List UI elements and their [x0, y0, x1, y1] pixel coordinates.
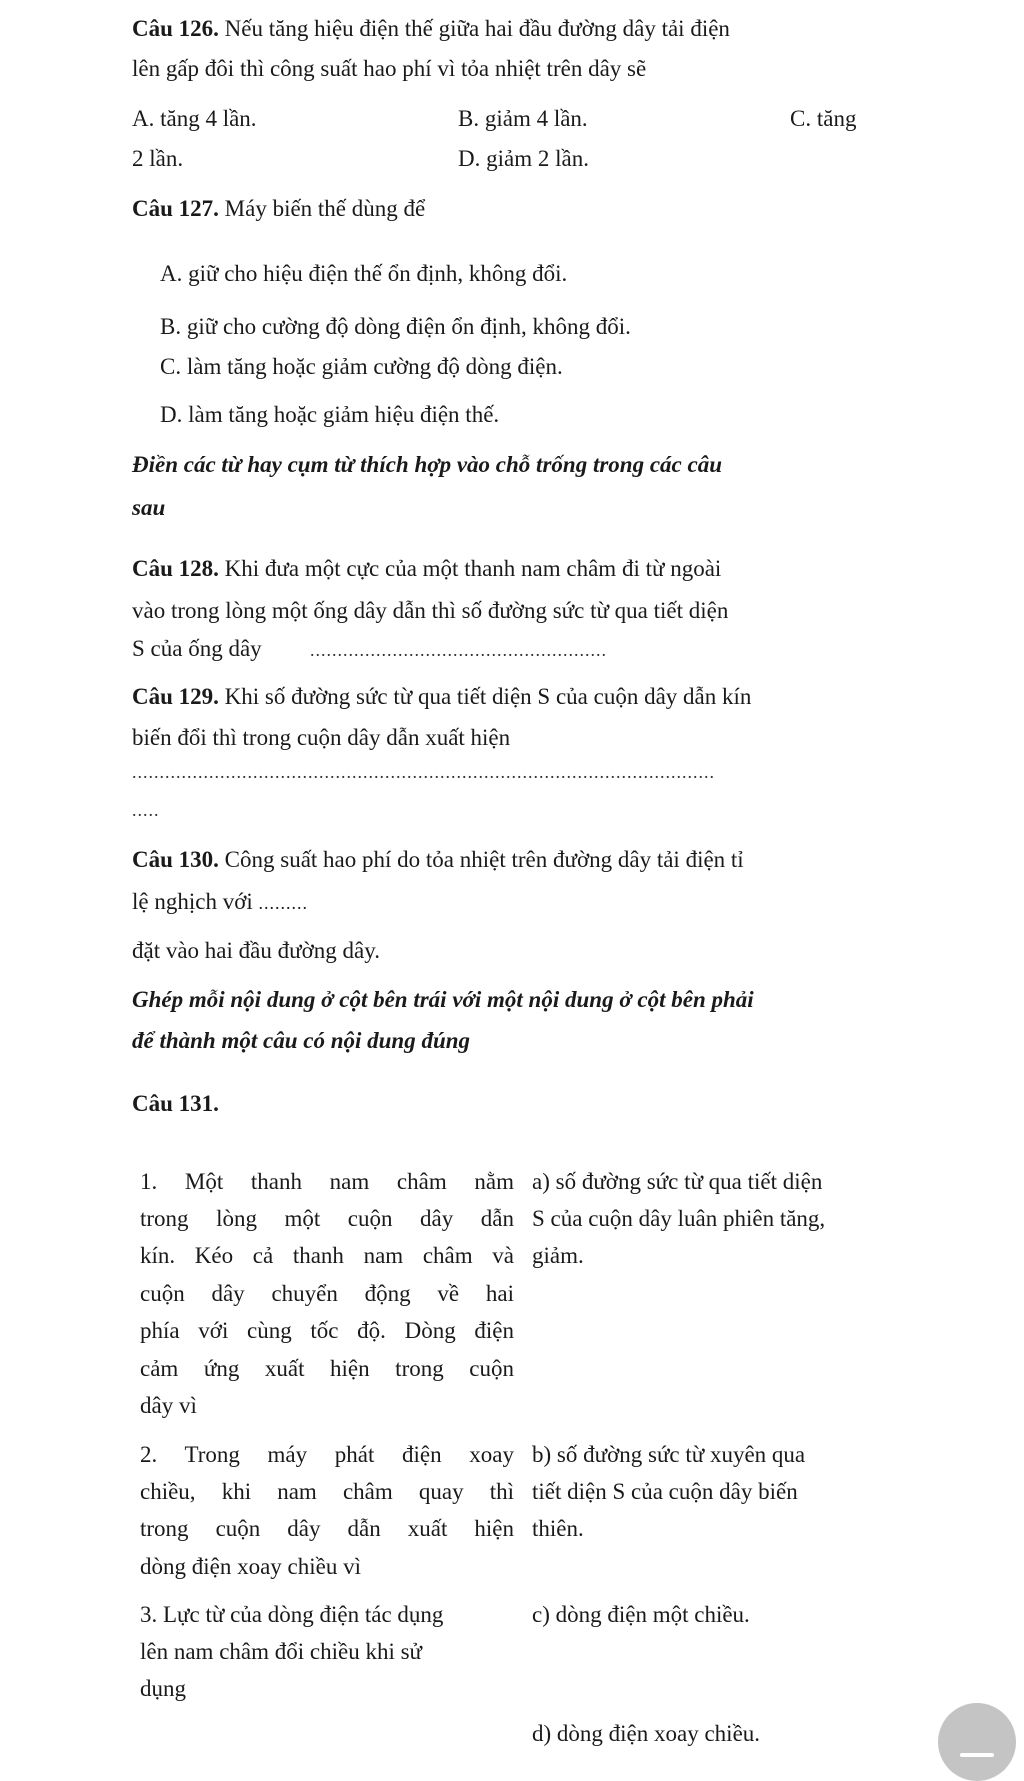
question-130-line-1: Câu 130. Công suất hao phí do tỏa nhiệt trên đường dây tải điện tỉ: [132, 847, 744, 872]
match-right-b-line-3: thiên.: [532, 1516, 584, 1541]
minus-icon: [960, 1753, 994, 1757]
match-right-b-line-2: tiết diện S của cuộn dây biến: [532, 1479, 798, 1504]
match-left-2-line-1: 2. Trong máy phát điện xoay: [140, 1442, 514, 1467]
question-130-line-2: lệ nghịch với .........: [132, 889, 308, 914]
match-left-2-line-3: trong cuộn dây dẫn xuất hiện: [140, 1516, 514, 1541]
match-left-1-line-1: 1. Một thanh nam châm nằm: [140, 1169, 514, 1194]
match-left-1-line-5: phía với cùng tốc độ. Dòng điện: [140, 1318, 514, 1343]
question-128-line-1: Câu 128. Khi đưa một cực của một thanh nam châm đi từ ngoài: [132, 556, 722, 581]
question-130-blank: .........: [258, 893, 308, 913]
match-right-item-c: c) dòng điện một chiều.: [532, 1602, 750, 1627]
match-left-1-line-2: trong lòng một cuộn dây dẫn: [140, 1206, 514, 1231]
question-127-stem: Câu 127. Máy biến thế dùng để: [132, 196, 426, 221]
match-right-a-line-3: giảm.: [532, 1243, 584, 1268]
question-126-option-c: C. tăng: [790, 106, 857, 131]
question-127-option-b: B. giữ cho cường độ dòng điện ổn định, không đổi.: [160, 314, 631, 339]
fill-section-heading-line-2: sau: [132, 495, 166, 520]
question-129-blank-2: .....: [132, 800, 160, 820]
question-126-line-2: lên gấp đôi thì công suất hao phí vì tỏa nhiệt trên dây sẽ: [132, 56, 647, 81]
match-section-heading-line-2: để thành một câu có nội dung đúng: [132, 1028, 471, 1053]
match-left-1-line-7: dây vì: [140, 1393, 197, 1418]
match-left-2-line-2: chiều, khi nam châm quay thì: [140, 1479, 514, 1504]
question-130-line-3: đặt vào hai đầu đường dây.: [132, 938, 380, 963]
question-128-line-3: S của ống dây: [132, 636, 262, 661]
match-left-2-line-4: dòng điện xoay chiều vì: [140, 1554, 362, 1579]
match-left-3-line-1: 3. Lực từ của dòng điện tác dụng: [140, 1602, 444, 1627]
question-126-option-b: B. giảm 4 lần.: [458, 106, 588, 131]
question-126-option-a: A. tăng 4 lần.: [132, 106, 257, 131]
question-129-line-2: biến đổi thì trong cuộn dây dẫn xuất hiện: [132, 725, 511, 750]
question-127-option-a: A. giữ cho hiệu điện thế ổn định, không đổi.: [160, 261, 568, 286]
question-129-blank: ..........................................................................................................: [132, 762, 715, 782]
match-right-b-line-1: b) số đường sức từ xuyên qua: [532, 1442, 806, 1467]
question-127-option-c: C. làm tăng hoặc giảm cường độ dòng điện.: [160, 354, 563, 379]
question-129-line-1: Câu 129. Khi số đường sức từ qua tiết diện S của cuộn dây dẫn kín: [132, 684, 752, 709]
question-126-option-c-cont: 2 lần.: [132, 146, 184, 171]
fill-section-heading-line-1: Điền các từ hay cụm từ thích hợp vào chỗ trống trong các câu: [132, 452, 722, 477]
question-127-option-d: D. làm tăng hoặc giảm hiệu điện thế.: [160, 402, 500, 427]
match-right-a-line-2: S của cuộn dây luân phiên tăng,: [532, 1206, 826, 1231]
match-left-3-line-3: dụng: [140, 1676, 186, 1701]
match-right-item-d: d) dòng điện xoay chiều.: [532, 1721, 761, 1746]
question-126-option-d: D. giảm 2 lần.: [458, 146, 589, 171]
question-128-blank: ......................................................: [310, 640, 607, 660]
question-128-line-2: vào trong lòng một ống dây dẫn thì số đường sức từ qua tiết diện: [132, 598, 729, 623]
match-left-3-line-2: lên nam châm đổi chiều khi sử: [140, 1639, 423, 1664]
match-left-1-line-3: kín. Kéo cả thanh nam châm và: [140, 1243, 514, 1268]
question-131-title: Câu 131.: [132, 1091, 219, 1116]
floating-menu-button[interactable]: [938, 1703, 1016, 1781]
match-section-heading-line-1: Ghép mỗi nội dung ở cột bên trái với một nội dung ở cột bên phải: [132, 987, 754, 1012]
question-126-line-1: Câu 126. Nếu tăng hiệu điện thế giữa hai đầu đường dây tải điện: [132, 16, 730, 41]
match-right-a-line-1: a) số đường sức từ qua tiết diện: [532, 1169, 823, 1194]
match-left-1-line-6: cảm ứng xuất hiện trong cuộn: [140, 1356, 514, 1381]
match-left-1-line-4: cuộn dây chuyển động về hai: [140, 1281, 514, 1306]
